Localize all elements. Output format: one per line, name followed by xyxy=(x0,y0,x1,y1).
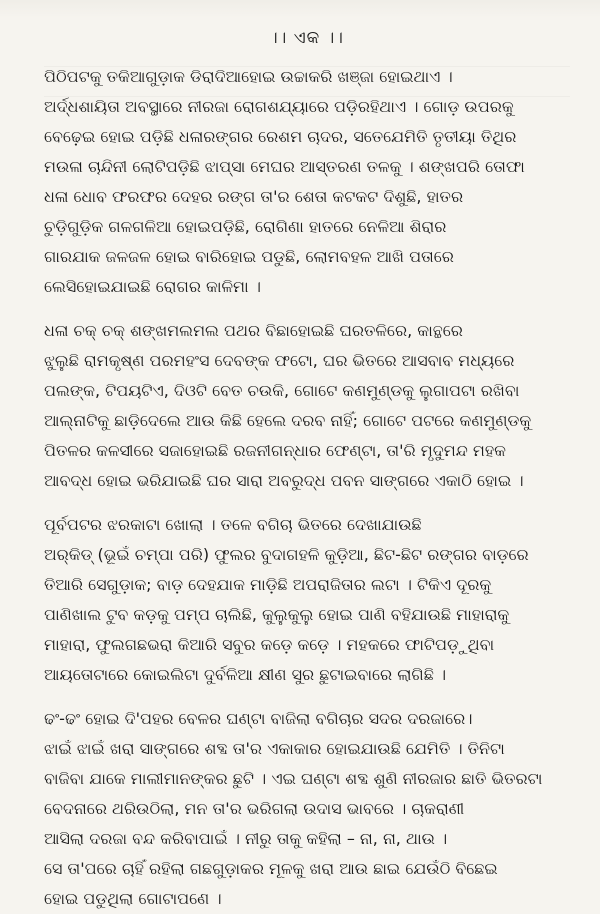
text-line: ଧଳା ଧୋବ ଫରଫର ଦେହର ରଙ୍ଗ ତା'ର ଶେତା କଟକଟ ଦିଶୁଛି, ହାତର xyxy=(44,187,464,206)
text-line: ଚୁଡ଼ିଗୁଡ଼ିକ ଗଳଗଳିଆ ହୋଇପଡ଼ିଛି, ରୋଗିଣା ହାତରେ ନେଳିଆ ଶିରାର xyxy=(44,217,447,236)
text-line: ଝୁଲୁଛି ରାମକୃଷ୍ଣ ପରମହଂସ ଦେବଙ୍କ ଫଟୋ, ଘର ଭିତରେ ଆସବାବ ମଧ୍ୟରେ xyxy=(44,351,515,370)
paragraph-4 xyxy=(44,704,570,914)
text-line: ଢଂ-ଢଂ ହୋଇ ଦି'ପହର ବେଳର ଘଣ୍ଟା ବାଜିଲା ବଗିଚାର ସଦର ଦରଜାରେ। xyxy=(44,709,473,728)
text-line: ପଲଙ୍କ, ଟିପୟଟିଏ, ଦିଓଟି ବେତ ଚଉକି, ଗୋଟେ କଣମୁଣ୍ଡକୁ ଲୁଗାପଟା ରଖିବା xyxy=(44,381,520,400)
paper-texture-line xyxy=(44,96,570,97)
text-line: ପୂର୍ବପଟର ଝରକାଟା ଖୋଲା । ତଳେ ବଗିଚା ଭିତରେ ଦେଖାଯାଉଛି xyxy=(44,515,422,534)
text-line: ଆୟତୋଟାରେ କୋଇଲିଟା ଦୁର୍ବଳିଆ କ୍ଷୀଣ ସୁର ଛୁଟାଇବାରେ ଲାଗିଛି । xyxy=(44,665,447,684)
paragraph-2 xyxy=(44,316,570,496)
text-line: ବେଦନାରେ ଥରିଉଠିଲା, ମନ ତା'ର ଭରିଗଲା ଉଦାସ ଭାବରେ । ଚାକରାଣୀ xyxy=(44,799,465,818)
paper-texture-line xyxy=(44,66,570,67)
text-line: ତିଆରି ସେଗୁଡ଼ାକ; ବାଡ଼ ଦେହଯାକ ମାଡ଼ିଛି ଅପରାଜିତାର ଲଟା । ଟିକିଏ ଦୂରକୁ xyxy=(44,575,492,594)
text-line: ପିଠିପଟକୁ ତକିଆଗୁଡ଼ାକ ଡିରାଦିଆହୋଇ ଉଚ୍ଚାକରି ଖଞ୍ଜା ହୋଇଥାଏ । xyxy=(44,67,453,86)
text-line: ପିତଳର କଳସୀରେ ସଜାହୋଇଛି ରଜନୀଗନ୍ଧାର ଫେଣ୍ଟା, ତା'ରି ମୃଦୁମନ୍ଦ ମହକ xyxy=(44,441,506,460)
text-line: ଗାରଯାକ ଜଳଜଳ ହୋଇ ବାରିହୋଇ ପଡୁଛି, ଲୋମବହଳ ଆଖି ପତାରେ xyxy=(44,247,454,266)
text-line: ଆଲ୍‌ନାଟିକୁ ଛାଡ଼ିଦେଲେ ଆଉ କିଛି ହେଲେ ଦରବ ନାହିଁ; ଗୋଟେ ପଟରେ କଣମୁଣ୍ଡକୁ xyxy=(44,411,532,430)
text-line: ଅର୍‌କିଡ୍ (ଭୂଇଁ ଚମ୍ପା ପରି) ଫୁଲର ବୁଦାଗହଳି କୁଡ଼ିଆ, ଛିଟ-ଛିଟ ରଙ୍ଗର ବାଡ଼ରେ xyxy=(44,545,529,564)
text-line: ବାଜିବା ଯାକେ ମାଲୀମାନଙ୍କର ଛୁଟି । ଏଇ ଘଣ୍ଟା ଶବ୍ଦ ଶୁଣି ନୀରଜାର ଛାତି ଭିତରଟା xyxy=(44,769,543,788)
text-line: ବେଢ଼େଇ ହୋଇ ପଡ଼ିଛି ଧଳାରଙ୍ଗର ରେଶମ ଚାଦର, ସତେଯେମିତି ତୃତୀୟା ତିଥିର xyxy=(44,127,517,146)
text-line: ପାଣିଖାଲ ଟୁବ କଡ଼କୁ ପମ୍ପ ଚାଲିଛି, କୁଲୁକୁଲୁ ହୋଇ ପାଣି ବହିଯାଉଛି ମାହାରାକୁ xyxy=(44,605,510,624)
text-line: ମଉଳା ଚାନ୍ଦିନୀ ଲୋଟିପଡ଼ିଛି ଝାପ୍ସା ମେଘର ଆସ୍ତରଣ ତଳକୁ । ଶଙ୍ଖପରି ତୋଫା xyxy=(44,157,525,176)
text-line: ଲେସିହୋଇଯାଇଛି ରୋଗର କାଳିମା । xyxy=(44,277,261,296)
text-line: ହୋଇ ପଡୁଥିଲା ଗୋଟାପଣେ । xyxy=(44,889,222,908)
text-line: ଆସିଲା ଦରଜା ବନ୍ଦ କରିବାପାଇଁ । ନୀରୁ ତାକୁ କହିଲା – ନା, ନା, ଥାଉ । xyxy=(44,829,448,848)
text-line: ଝାଇଁ ଝାଇଁ ଖରା ସାଙ୍ଗରେ ଶବ୍ଦ ତା'ର ଏକାକାର ହୋଇଯାଉଛି ଯେମିତି । ତିନିଟା xyxy=(44,739,505,758)
paragraph-1 xyxy=(44,62,570,302)
text-line: ଆବଦ୍ଧ ହୋଇ ଭରିଯାଇଛି ଘର ସାରା ଅବରୁଦ୍ଧ ପବନ ସାଙ୍ଗରେ ଏକାଠି ହୋଇ । xyxy=(44,471,524,490)
text-line: ଧଳା ଚକ୍ ଚକ୍ ଶଙ୍ଖମଲମଲ ପଥର ବିଛାହୋଇଛି ଘରତଳିରେ, କାନ୍ଥରେ xyxy=(44,321,463,340)
text-line: ଅର୍ଦ୍ଧଶାୟିତା ଅବସ୍ଥାରେ ନୀରଜା ରୋଗଶଯ୍ୟାରେ ପଡ଼ିରହିଥାଏ । ଗୋଡ଼ ଉପରକୁ xyxy=(44,97,514,116)
text-line: ସେ ତା'ପରେ ଚାହିଁ ରହିଲା ଗଛଗୁଡ଼ାକର ମୂଳକୁ ଖରା ଆଉ ଛାଇ ଯେଉଁଠି ବିଛେଇ xyxy=(44,859,498,878)
chapter-heading: ।। ଏକ ।। xyxy=(270,28,344,48)
paragraph-3 xyxy=(44,510,570,690)
text-line: ମାହାରା, ଫୁଲଗଛଭରା କିଆରି ସବୁର କଡ଼େ କଡ଼େ । ମହକରେ ଫାଟିପଡ଼ୁଥିବା xyxy=(44,635,495,654)
